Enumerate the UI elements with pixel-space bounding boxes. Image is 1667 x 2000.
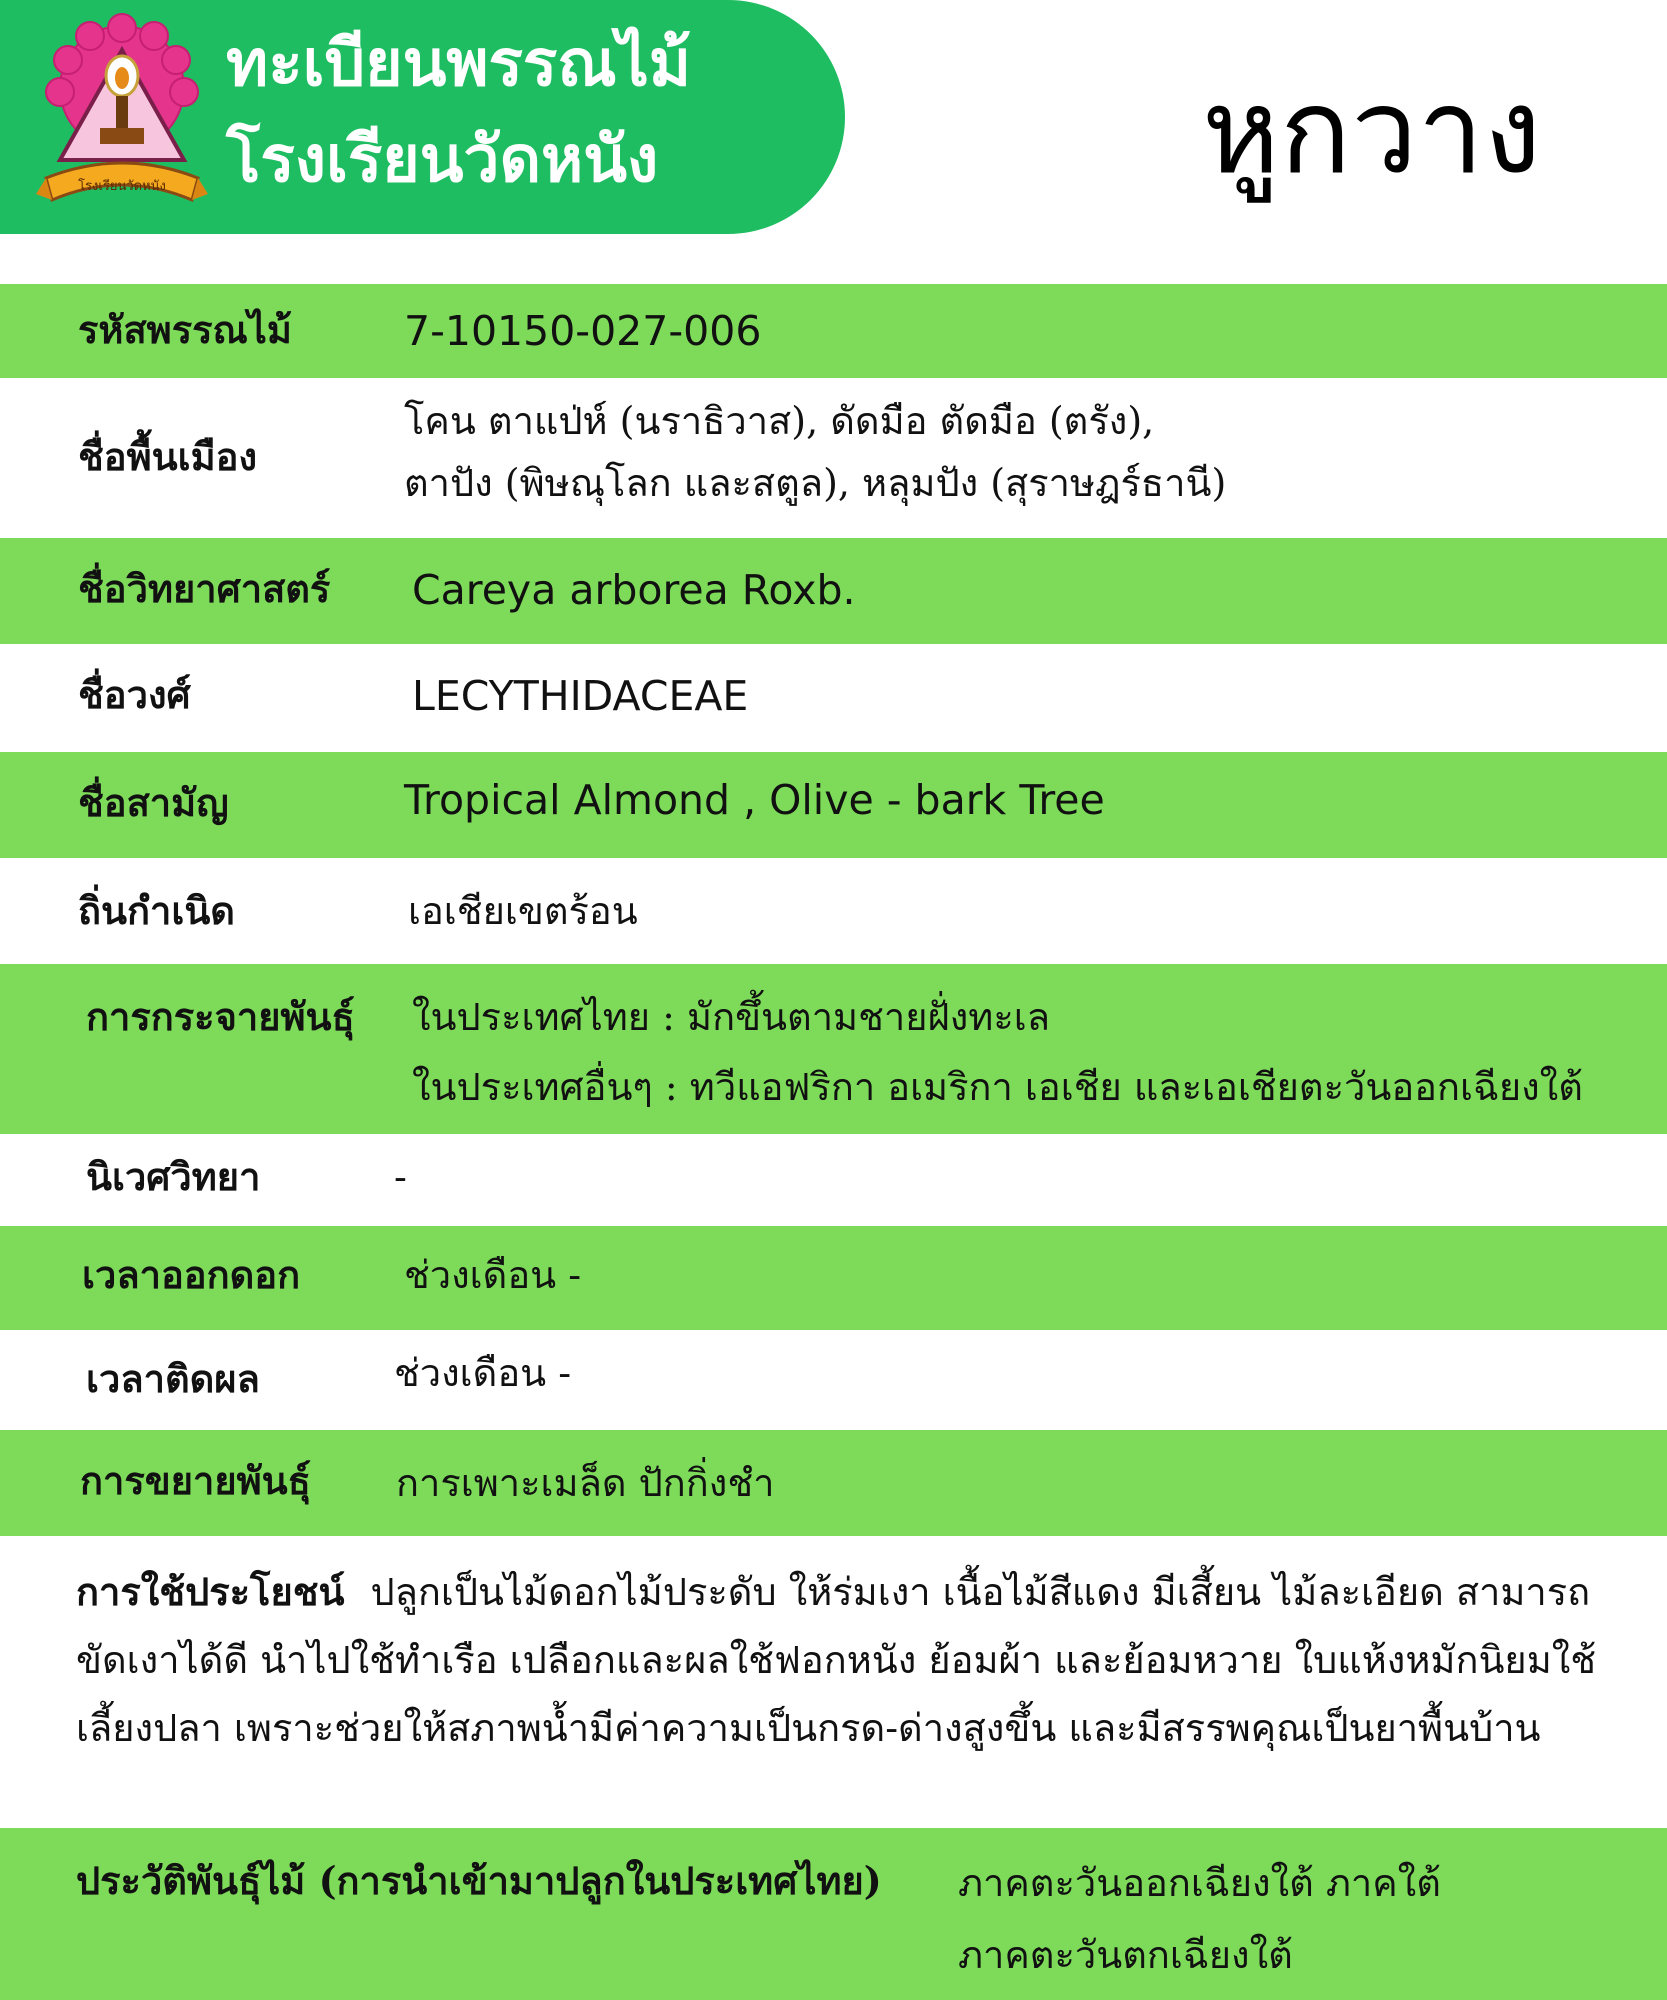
usage-label: การใช้ประโยชน์: [76, 1569, 345, 1614]
school-logo: [36, 10, 208, 210]
field-value: ช่วงเดือน -: [394, 1351, 572, 1395]
field-value: เอเชียเขตร้อน: [408, 889, 638, 933]
plant-name: หูกวาง: [1202, 62, 1542, 200]
row-fruiting-time: [0, 1330, 1667, 1430]
field-value-line2: ในประเทศอื่นๆ : ทวีแอฟริกา อเมริกา เอเชีย และเอเชียตะวันออกเฉียงใต้: [412, 1065, 1583, 1109]
row-origin: [0, 858, 1667, 964]
field-value: Tropical Almond , Olive - bark Tree: [404, 776, 1105, 824]
field-label: ชื่อวงศ์: [78, 672, 191, 717]
field-label: การกระจายพันธุ์: [86, 994, 355, 1039]
row-scientific-name: [0, 538, 1667, 644]
field-label: นิเวศวิทยา: [86, 1154, 261, 1199]
field-value: การเพาะเมล็ด ปักกิ่งชำ: [396, 1461, 775, 1505]
field-value: 7-10150-027-006: [404, 307, 762, 355]
usage-text: ปลูกเป็นไม้ดอกไม้ประดับ ให้ร่มเงา เนื้อไม้สีแดง มีเสี้ยน ไม้ละเอียด สามารถขัดเงาได้ดี นำไปใช้ทำเรือ เปลือกและผลใช้ฟอกหนัง ย้อมผ้า และย้อมหวาย ใบแห้งหมักนิยมใช้เลี้ยงปลา เพราะช่วยให้สภาพน้ำมีค่าความเป็นกรด-ด่างสูงขึ้น และมีสรรพคุณเป็นยาพื้นบ้าน: [76, 1570, 1597, 1750]
field-label: ชื่อสามัญ: [78, 780, 229, 825]
usage-paragraph: [76, 1558, 1636, 1762]
field-value-line1: ในประเทศไทย : มักขึ้นตามชายฝั่งทะเล: [412, 995, 1051, 1039]
field-value: ช่วงเดือน -: [404, 1253, 582, 1297]
field-label: การขยายพันธุ์: [80, 1458, 311, 1503]
field-label: เวลาออกดอก: [82, 1252, 301, 1297]
row-common-name: [0, 752, 1667, 858]
row-propagation: [0, 1430, 1667, 1536]
history-value-line2: ภาคตะวันตกเฉียงใต้: [958, 1933, 1293, 1977]
row-plant-code: [0, 284, 1667, 378]
history-label: ประวัติพันธุ์ไม้ (การนำเข้ามาปลูกในประเทศไทย): [76, 1858, 882, 1903]
field-value-line2: ตาปัง (พิษณุโลก และสตูล), หลุมปัง (สุราษฎร์ธานี): [404, 461, 1227, 505]
row-distribution: [0, 964, 1667, 1134]
field-value: LECYTHIDACEAE: [412, 672, 749, 720]
row-local-name: [0, 378, 1667, 538]
header-title-line2: โรงเรียนวัดหนัง: [226, 123, 659, 197]
row-flowering-time: [0, 1226, 1667, 1330]
row-history: [0, 1828, 1667, 2000]
logo-text: โรงเรียนวัดหนัง: [78, 179, 166, 194]
field-label: ชื่อพื้นเมือง: [78, 434, 258, 479]
row-family: [0, 644, 1667, 752]
row-ecology: [0, 1134, 1667, 1226]
history-value-line1: ภาคตะวันออกเฉียงใต้ ภาคใต้: [958, 1861, 1441, 1905]
field-label: เวลาติดผล: [86, 1356, 260, 1401]
field-value: Careya arborea Roxb.: [412, 566, 856, 614]
field-label: รหัสพรรณไม้: [78, 307, 292, 352]
header-title-line1: ทะเบียนพรรณไม้: [226, 27, 691, 101]
field-label: ถิ่นกำเนิด: [78, 888, 235, 933]
field-value-line1: โคน ตาแป่ห์ (นราธิวาส), ดัดมือ ตัดมือ (ตรัง),: [404, 399, 1155, 443]
field-label: ชื่อวิทยาศาสตร์: [78, 566, 331, 611]
field-value: -: [394, 1155, 407, 1199]
